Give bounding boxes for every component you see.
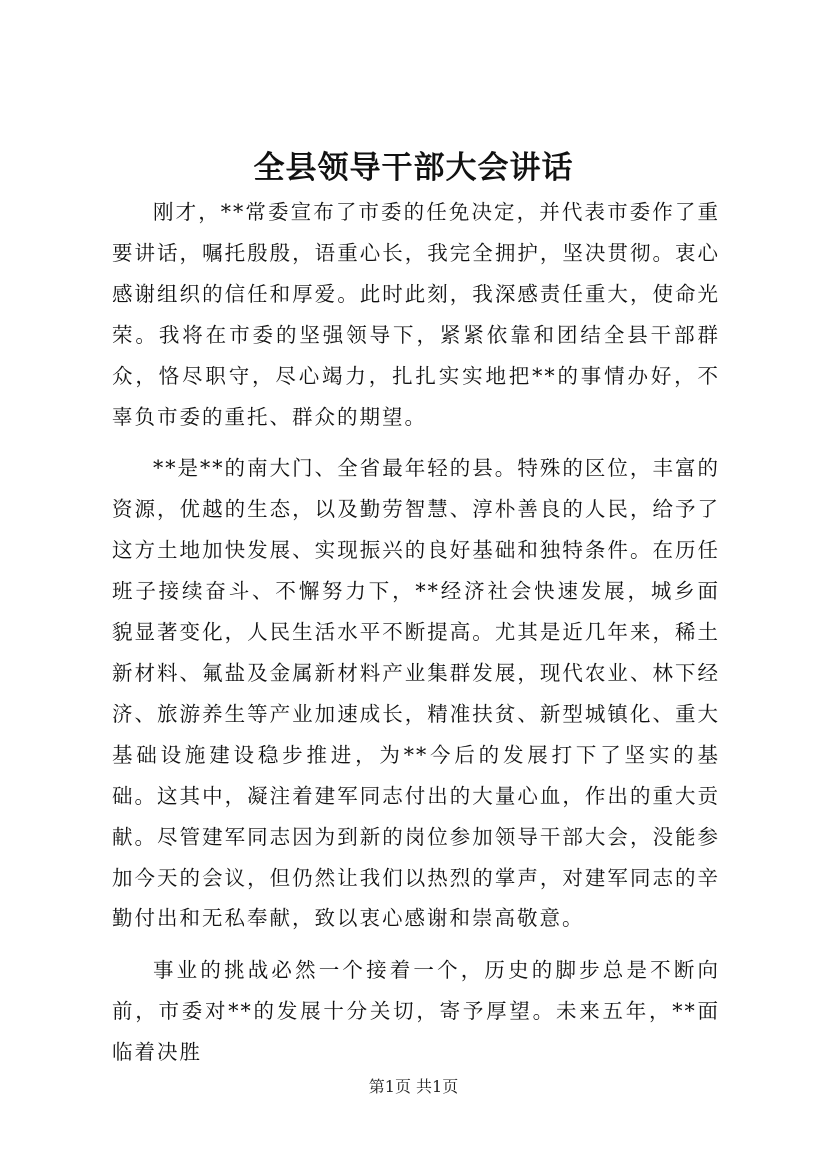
paragraph-1: 刚才，**常委宣布了市委的任免决定，并代表市委作了重要讲话，嘱托殷殷，语重心长，我完全拥护，坚决贯彻。衷心感谢组织的信任和厚爱。此时此刻，我深感责任重大，使命光荣。我将在市委的坚强领导下，紧紧依靠和团结全县干部群众，恪尽职守，尽心竭力，扎扎实实地把**的事情办好，不辜负市委的重托、群众的期望。 xyxy=(112,200,720,429)
paragraph-spacer xyxy=(112,939,720,950)
document-body xyxy=(112,192,720,1073)
paragraph-2: **是**的南大门、全省最年轻的县。特殊的区位，丰富的资源，优越的生态，以及勤劳智慧、淳朴善良的人民，给予了这方土地加快发展、实现振兴的良好基础和独特条件。在历任班子接续奋斗、不懈努力下，**经济社会快速发展，城乡面貌显著变化，人民生活水平不断提高。尤其是近几年来，稀土新材料、氟盐及金属新材料产业集群发展，现代农业、林下经济、旅游养生等产业加速成长，精准扶贫、新型城镇化、重大基础设施建设稳步推进，为**今后的发展打下了坚实的基础。这其中，凝注着建军同志付出的大量心血，作出的重大贡献。尽管建军同志因为到新的岗位参加领导干部大会，没能参加今天的会议，但仍然让我们以热烈的掌声，对建军同志的辛勤付出和无私奉献，致以衷心感谢和崇高敬意。 xyxy=(112,456,720,931)
document-title: 全县领导干部大会讲话 xyxy=(253,150,574,186)
paragraph-3: 事业的挑战必然一个接着一个，历史的脚步总是不断向前，市委对**的发展十分关切，寄予厚望。未来五年，**面临着决胜 xyxy=(112,958,720,1065)
page-number-footer: 第1页 共1页 xyxy=(368,1077,459,1096)
paragraph-spacer xyxy=(112,437,720,448)
